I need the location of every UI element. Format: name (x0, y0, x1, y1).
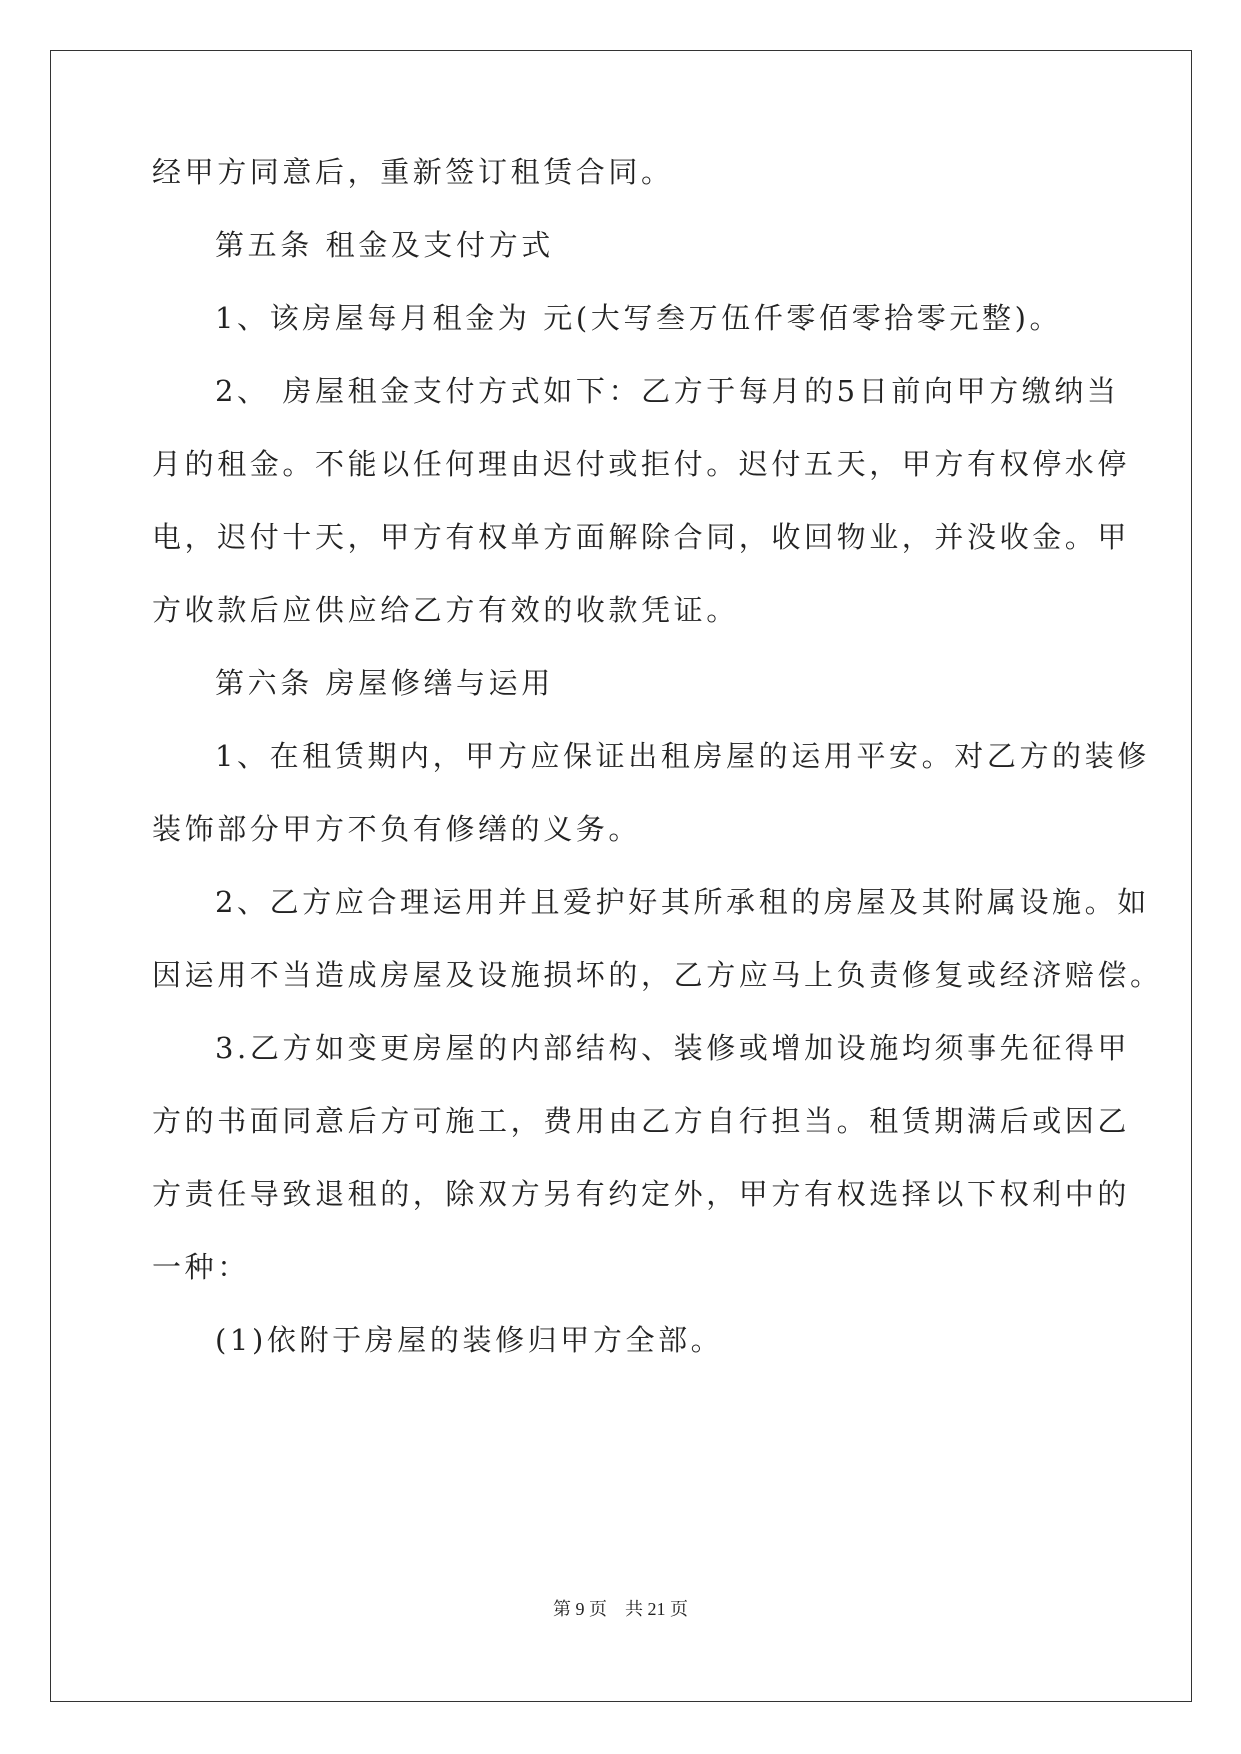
section-heading: 第五条 租金及支付方式 (215, 228, 554, 262)
page-footer (0, 1595, 1241, 1621)
text-line: 方收款后应供应给乙方有效的收款凭证。 (152, 593, 739, 627)
text-line: 2、 房屋租金支付方式如下：乙方于每月的5日前向甲方缴纳当 (215, 374, 1120, 408)
section-heading: 第六条 房屋修缮与运用 (215, 666, 554, 700)
text-line: 1、该房屋每月租金为 元(大写叁万伍仟零佰零拾零元整)。 (215, 301, 1063, 335)
text-line: (1)依附于房屋的装修归甲方全部。 (215, 1323, 724, 1357)
text-line: 方的书面同意后方可施工，费用由乙方自行担当。租赁期满后或因乙 (152, 1104, 1131, 1138)
text-line: 方责任导致退租的，除双方另有约定外，甲方有权选择以下权利中的 (152, 1177, 1131, 1211)
page-number: 第 9 页 (553, 1599, 607, 1619)
text-line: 3.乙方如变更房屋的内部结构、装修或增加设施均须事先征得甲 (215, 1031, 1131, 1065)
text-line: 一种： (152, 1250, 250, 1284)
total-pages: 共 21 页 (625, 1599, 688, 1619)
text-line: 装饰部分甲方不负有修缮的义务。 (152, 812, 642, 846)
text-line: 2、乙方应合理运用并且爱护好其所承租的房屋及其附属设施。如 (215, 885, 1150, 919)
text-line: 因运用不当造成房屋及设施损坏的，乙方应马上负责修复或经济赔偿。 (152, 958, 1163, 992)
text-line: 月的租金。不能以任何理由迟付或拒付。迟付五天，甲方有权停水停 (152, 447, 1131, 481)
text-line: 1、在租赁期内，甲方应保证出租房屋的运用平安。对乙方的装修 (215, 739, 1150, 773)
text-line: 经甲方同意后，重新签订租赁合同。 (152, 155, 674, 189)
text-line: 电，迟付十天，甲方有权单方面解除合同，收回物业，并没收金。甲 (152, 520, 1131, 554)
